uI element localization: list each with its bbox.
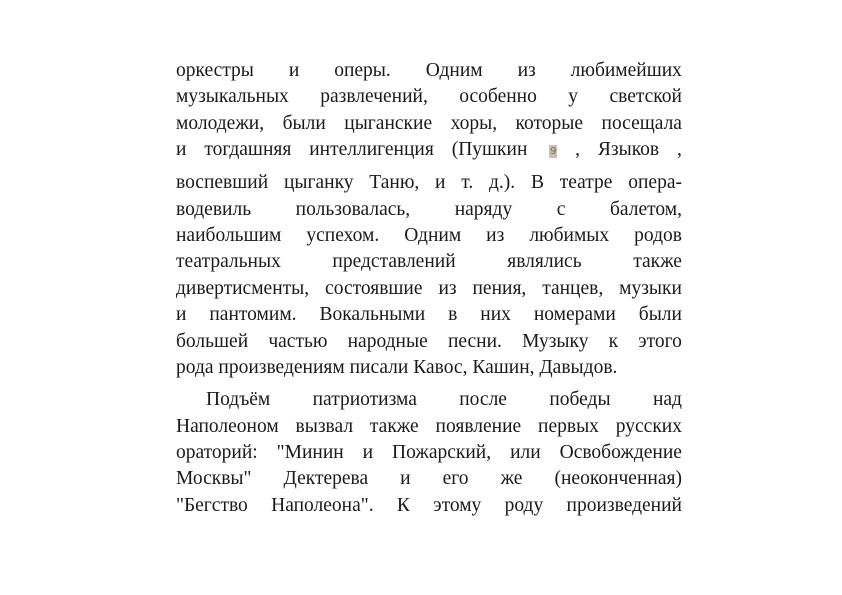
text-line — [176, 302, 682, 328]
word: над — [652, 389, 682, 411]
word: Музыку — [522, 330, 589, 352]
text-line — [176, 355, 682, 381]
text-line — [176, 466, 682, 492]
word: первых — [538, 415, 599, 437]
word: т. — [461, 172, 474, 194]
word: и — [288, 60, 300, 81]
word: роду — [504, 494, 544, 516]
word: песни. — [447, 330, 502, 352]
word: частью — [268, 330, 328, 352]
footnote-marker-label: 9 — [550, 146, 557, 158]
paragraph — [176, 58, 682, 381]
word: Освобождение — [559, 442, 682, 464]
word: д.). — [488, 172, 516, 194]
word: Одним — [404, 224, 462, 246]
word: хоры, — [450, 112, 498, 134]
word: Подъём — [206, 389, 271, 411]
text-line — [176, 197, 682, 223]
word: родов — [634, 224, 682, 246]
word: особенно — [459, 86, 537, 108]
word: балетом, — [609, 198, 682, 220]
word: К — [396, 494, 410, 516]
text-line — [176, 170, 682, 196]
word: из — [486, 224, 505, 246]
paragraph — [176, 387, 682, 519]
word: народные — [347, 330, 428, 352]
text-line — [176, 84, 682, 110]
word: светской — [609, 86, 682, 108]
word: цыганские — [344, 112, 433, 134]
word: появление — [435, 415, 522, 437]
word: же — [500, 468, 523, 490]
word: Одним — [425, 60, 483, 81]
word: наибольшим — [176, 224, 282, 246]
word: у — [568, 86, 579, 108]
word: патриотизма — [312, 389, 417, 411]
word: его — [442, 468, 469, 490]
word: опера- — [628, 172, 682, 194]
word: Языков — [597, 139, 660, 161]
word: и — [362, 442, 374, 464]
body-text — [176, 58, 682, 519]
word: успехом. — [306, 224, 380, 246]
word: этого — [638, 330, 682, 352]
text-line — [176, 440, 682, 466]
word: или — [510, 442, 541, 464]
word: музыки — [619, 277, 682, 299]
text-line — [176, 493, 682, 519]
word: из — [438, 277, 457, 299]
word: молодежи, — [176, 112, 265, 134]
word: них — [480, 304, 511, 326]
word: были — [638, 304, 682, 326]
word: любимых — [529, 224, 610, 246]
word: "Бегство — [176, 494, 248, 516]
text-line — [176, 137, 682, 170]
word: В — [530, 172, 544, 194]
word: воспевший — [176, 172, 269, 194]
word: Москвы" — [176, 468, 252, 490]
word: Вокальными — [319, 304, 426, 326]
text-line — [176, 414, 682, 440]
word: интеллигенция — [309, 139, 434, 161]
word: Пожарский, — [392, 442, 492, 464]
word: и — [400, 468, 411, 490]
word: пения, — [472, 277, 527, 299]
word: дивертисменты, — [176, 277, 310, 299]
word: и — [176, 139, 187, 161]
word: состоявшие — [325, 277, 423, 299]
word: пользовалась, — [295, 198, 411, 220]
text-line — [176, 387, 682, 413]
text-line — [176, 249, 682, 275]
word: наряду — [454, 198, 513, 220]
text-line — [176, 58, 682, 84]
word: после — [459, 389, 507, 411]
word: являлись — [507, 251, 582, 273]
word: , — [575, 139, 581, 161]
word: театре — [559, 172, 613, 194]
word: Наполеона". — [271, 494, 374, 516]
text-line — [176, 111, 682, 137]
word: этому — [433, 494, 482, 516]
word: пантомим. — [209, 304, 297, 326]
word: победы — [549, 389, 611, 411]
word: также — [369, 415, 419, 437]
word: водевиль — [176, 198, 252, 220]
footnote-marker[interactable] — [545, 137, 557, 157]
word: Таню, — [369, 172, 420, 194]
word: большей — [176, 330, 249, 352]
word: оркестры — [176, 60, 254, 81]
word: и — [435, 172, 446, 194]
word: и — [176, 304, 187, 326]
word: представлений — [332, 251, 456, 273]
word: Наполеоном — [176, 415, 279, 437]
word: оперы. — [334, 60, 391, 81]
word: были — [282, 112, 326, 134]
word: цыганку — [283, 172, 354, 194]
word: к — [608, 330, 619, 352]
word: вызвал — [295, 415, 354, 437]
word: ораторий: — [176, 442, 258, 464]
word: , — [677, 139, 682, 161]
word: посещала — [601, 112, 682, 134]
word: "Минин — [276, 442, 344, 464]
word: (Пушкин — [451, 139, 528, 161]
word: (неоконченная) — [554, 468, 682, 490]
word: в — [448, 304, 458, 326]
word: из — [517, 60, 536, 81]
text-line — [176, 329, 682, 355]
word: музыкальных — [176, 86, 289, 108]
word: рода произведениям писали Кавос, Кашин, Давыдов. — [176, 356, 618, 378]
word: номерами — [533, 304, 616, 326]
text-line — [176, 276, 682, 302]
word: Дектерева — [283, 468, 369, 490]
word: русских — [615, 415, 682, 437]
word: развлечений, — [320, 86, 428, 108]
word: театральных — [176, 251, 281, 273]
word: танцев, — [542, 277, 604, 299]
text-line — [176, 223, 682, 249]
word: любимейших — [570, 60, 682, 81]
word: произведений — [566, 494, 682, 516]
word: тогдашняя — [204, 139, 292, 161]
word: которые — [515, 112, 584, 134]
word: также — [633, 251, 682, 273]
word: с — [556, 198, 566, 220]
